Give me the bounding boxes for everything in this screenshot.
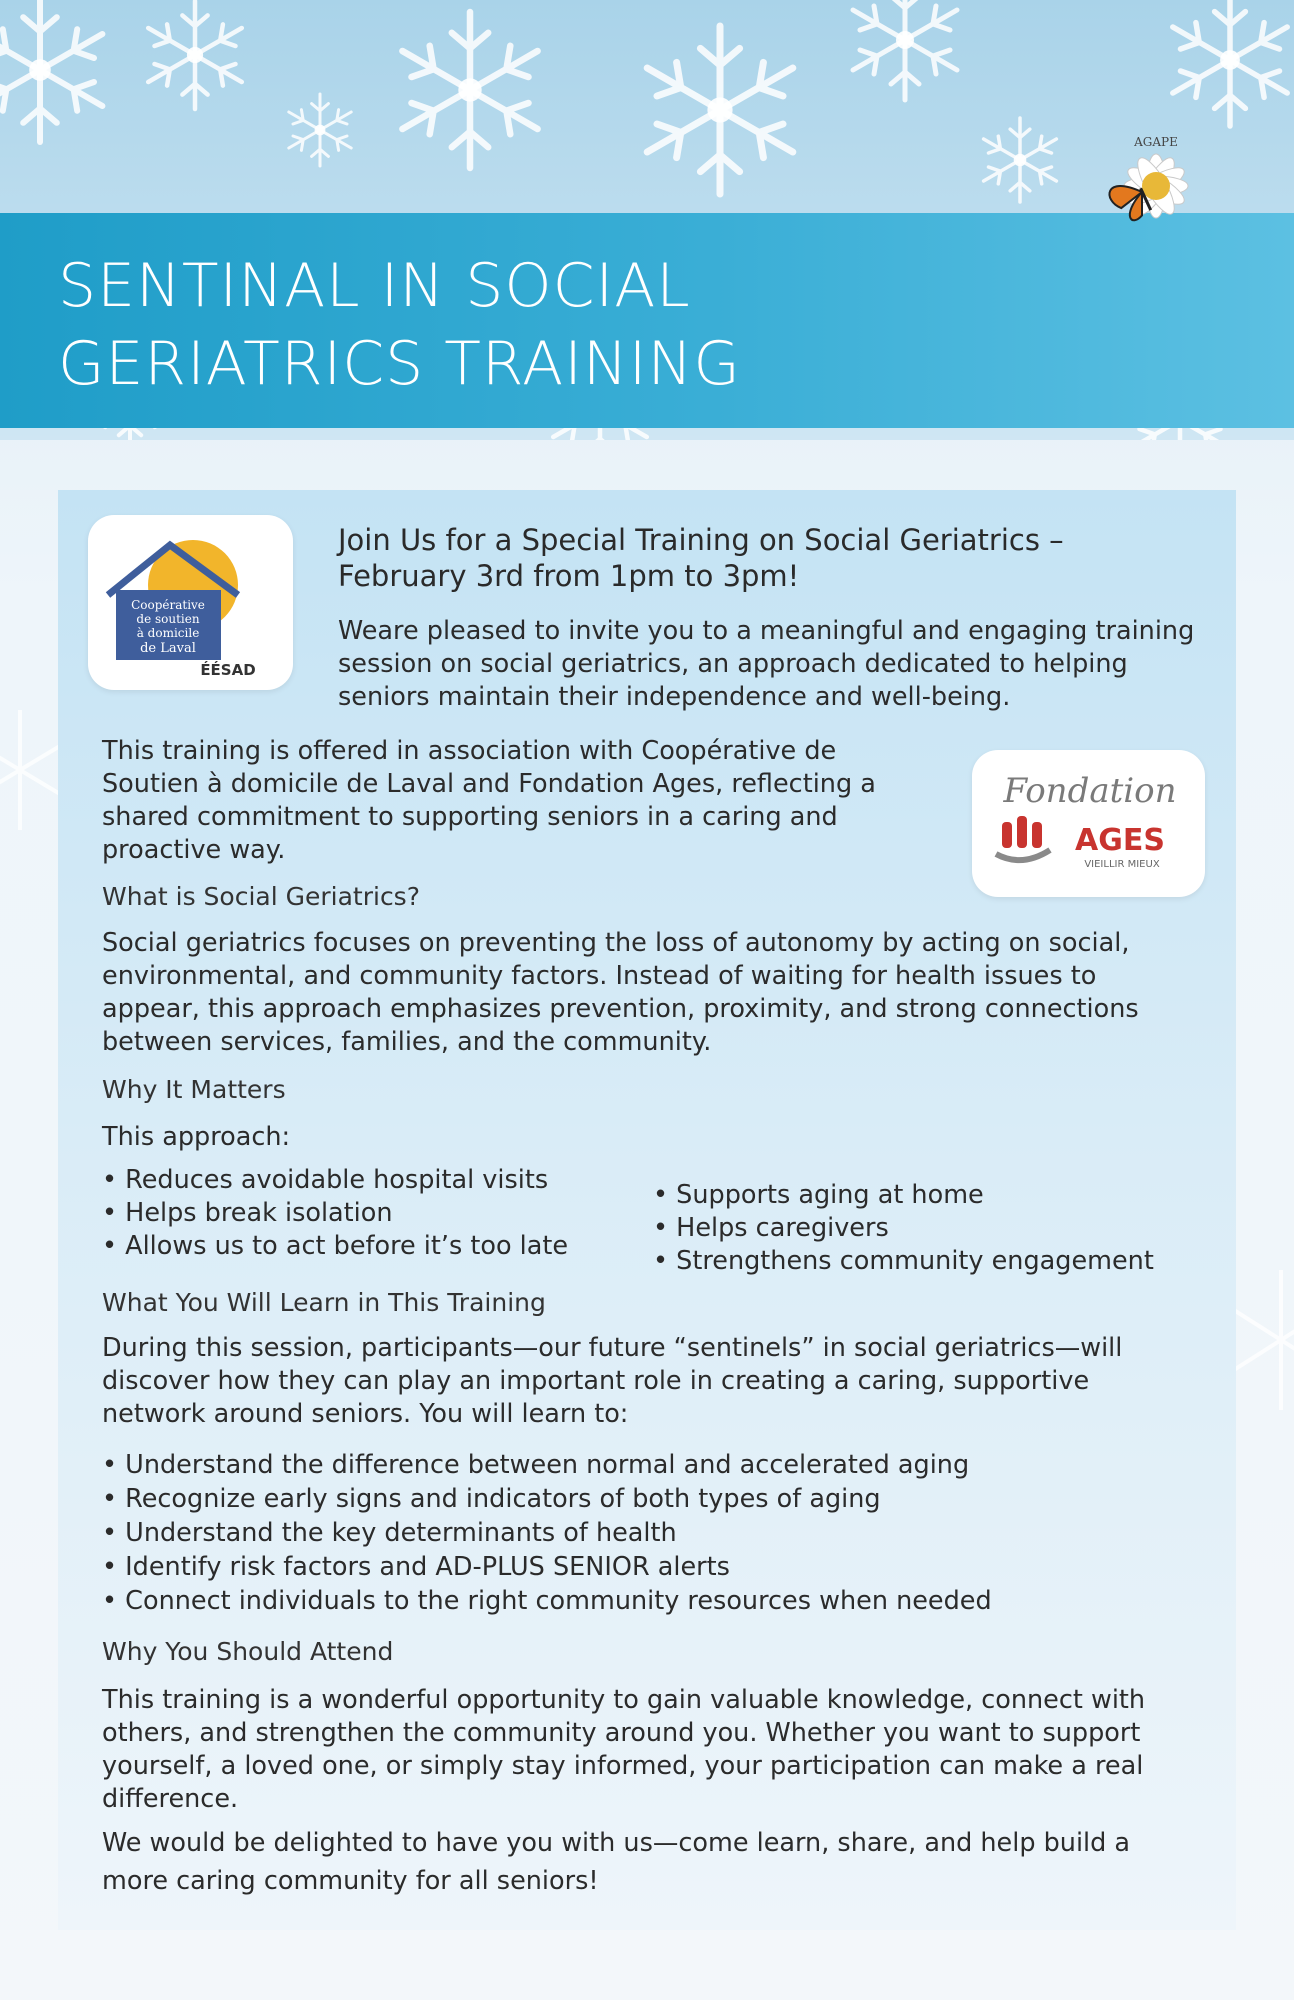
attend-body: This training is a wonderful opportunity to gain valuable knowledge, connect with others, and strengthen the community around you. Whether you want to support yourself, a loved one, or simply stay informed, your participation can make a real difference. xyxy=(102,1685,1146,1814)
list-item: • Helps caregivers xyxy=(653,1212,1213,1245)
list-item: • Allows us to act before it’s too late xyxy=(102,1230,622,1263)
coop-line-3: à domicile xyxy=(136,626,200,640)
page-title xyxy=(58,247,741,403)
what-is-body: Social geriatrics focuses on preventing the loss of autonomy by acting on social, environmental, and community factors. Instead of waiting for health issues to appear, this approach emphasizes prevention, proximity, and strong connections between services, families, and the community. xyxy=(102,928,1139,1057)
why-matters-list-right xyxy=(653,1179,1213,1278)
coop-line-1: Coopérative xyxy=(131,598,205,612)
why-matters-list-left xyxy=(102,1164,622,1263)
intro-body: Weare pleased to invite you to a meaningful and engaging training session on social geriatrics, an approach dedicated to helping seniors maintain their independence and well-being. xyxy=(338,616,1195,712)
agape-logo xyxy=(1096,126,1216,246)
attend-heading: Why You Should Attend xyxy=(102,1637,394,1666)
ages-name: AGES xyxy=(1075,823,1165,858)
list-item: • Understand the key determinants of health xyxy=(102,1516,1202,1550)
list-item: • Understand the difference between normal and accelerated aging xyxy=(102,1448,1202,1482)
list-item: • Supports aging at home xyxy=(653,1179,1213,1212)
list-item: • Reduces avoidable hospital visits xyxy=(102,1164,622,1197)
fondation-ages-logo-card xyxy=(972,750,1205,897)
page-title-line-1: SENTINAL IN SOCIAL xyxy=(58,251,691,321)
why-matters-intro: This approach: xyxy=(102,1122,291,1152)
coop-logo xyxy=(88,515,293,690)
learn-body: During this session, participants—our future “sentinels” in social geriatrics—will discover how they can play an important role in creating a caring, supportive network around seniors. You will learn to: xyxy=(102,1333,1123,1429)
association-text: This training is offered in association with Coopérative de Soutien à domicile de Laval and Fondation Ages, reflecting a shared commitment to supporting seniors in a caring and proactive way. xyxy=(102,736,876,865)
fondation-script: Fondation xyxy=(1003,771,1177,811)
fondation-ages-logo xyxy=(972,750,1205,897)
daisy-butterfly-icon xyxy=(1096,126,1216,246)
side-snowflake-right xyxy=(1236,1260,1294,1420)
coop-logo-card xyxy=(88,515,293,690)
list-item: • Recognize early signs and indicators of both types of aging xyxy=(102,1482,1202,1516)
coop-line-4: de Laval xyxy=(140,641,196,656)
agape-text: AGAPE xyxy=(1134,135,1178,149)
esad-mark: ÉÉSAD xyxy=(200,661,256,679)
list-item: • Identify risk factors and AD-PLUS SENIOR alerts xyxy=(102,1550,1202,1584)
closing-text: We would be delighted to have you with us—come learn, share, and help build a more caring community for all seniors! xyxy=(102,1828,1131,1896)
page-title-line-2: GERIATRICS TRAINING xyxy=(58,329,741,399)
learn-heading: What You Will Learn in This Training xyxy=(102,1288,546,1317)
list-item: • Helps break isolation xyxy=(102,1197,622,1230)
ages-tagline: VIEILLIR MIEUX xyxy=(1084,859,1160,870)
intro-title: Join Us for a Special Training on Social Geriatrics – February 3rd from 1pm to 3pm! xyxy=(338,523,1064,593)
what-is-heading: What is Social Geriatrics? xyxy=(102,882,420,911)
list-item: • Connect individuals to the right community resources when needed xyxy=(102,1584,1202,1618)
learn-list xyxy=(102,1448,1202,1618)
why-matters-heading: Why It Matters xyxy=(102,1075,286,1104)
coop-line-2: de soutien xyxy=(136,612,200,626)
list-item: • Strengthens community engagement xyxy=(653,1245,1213,1278)
